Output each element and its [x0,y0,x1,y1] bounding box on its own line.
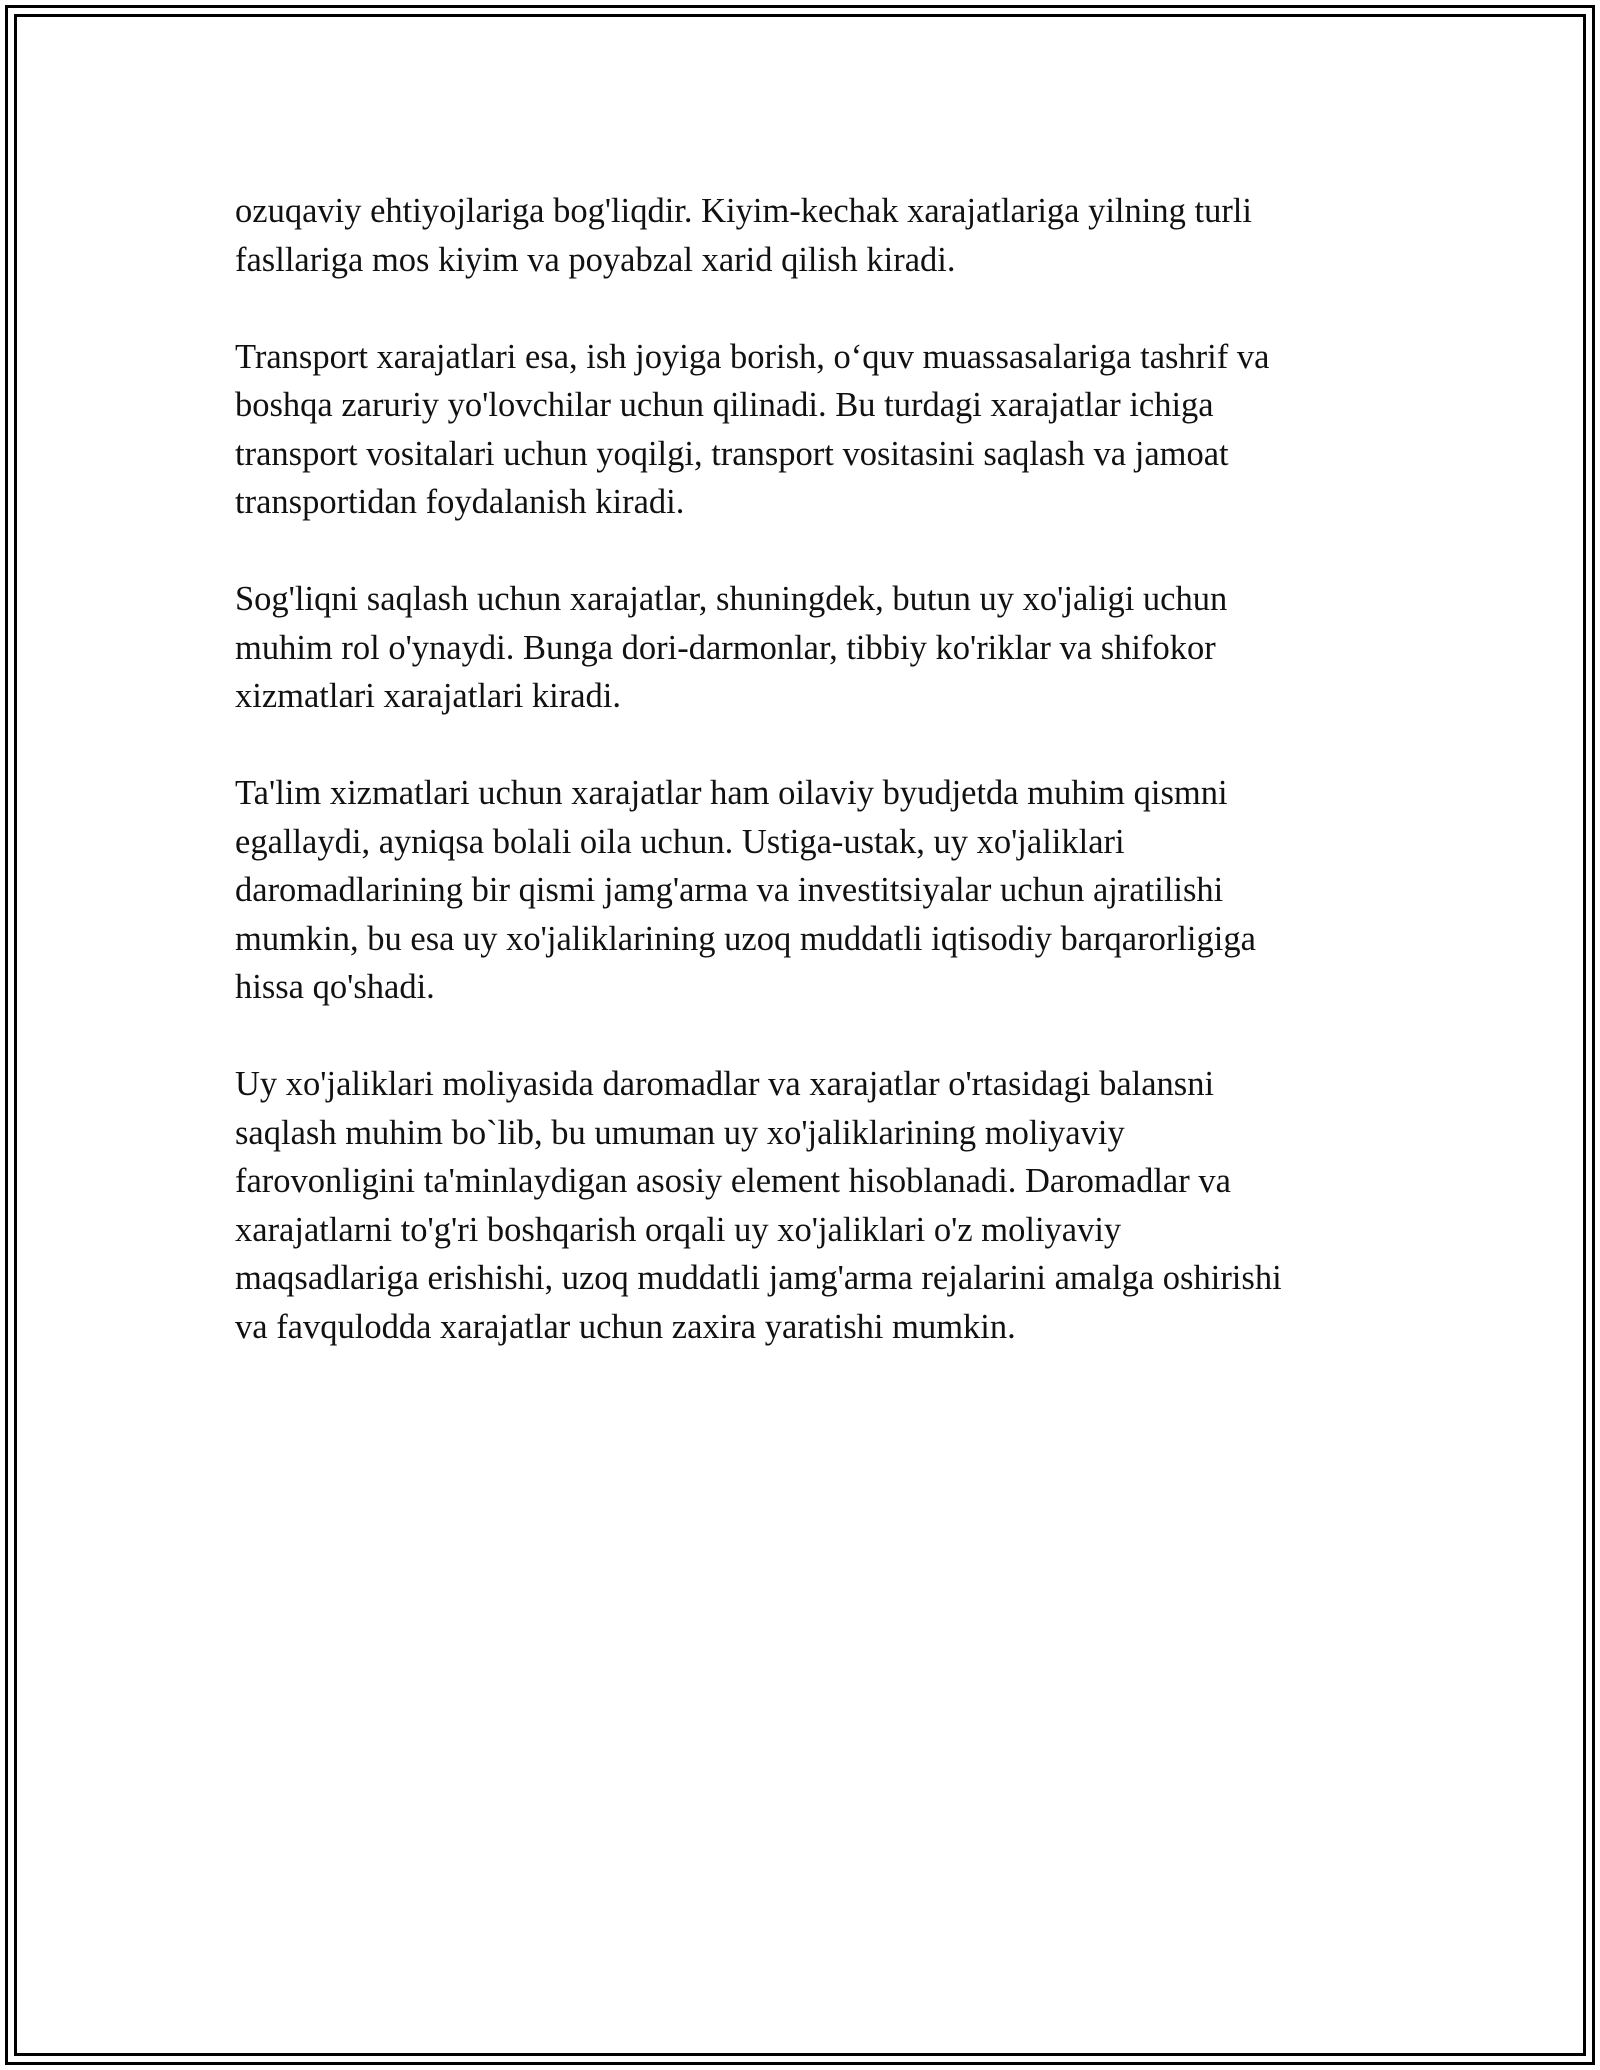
paragraph-food-clothing: ozuqaviy ehtiyojlariga bog'liqdir. Kiyim-kechak xarajatlariga yilning turli fasllariga mos kiyim va poyabzal xarid qilish kiradi. [235,192,1252,279]
paragraph-balance: Uy xo'jaliklari moliyasida daromadlar va xarajatlar o'rtasidagi balansni saqlash muhim bo`lib, bu umuman uy xo'jaliklarining moliyaviy farovonligini ta'minlaydigan asosiy element hisoblanadi. Daromadlar va xarajatlarni to'g'ri boshqarish orqali uy xo'jaliklari o'z moliyaviy maqsadlariga erishishi, uzoq muddatli jamg'arma rejalarini amalga oshirishi va favqulodda xarajatlar uchun zaxira yaratishi mumkin. [235,1065,1282,1346]
document-body [235,187,1365,1400]
paragraph-education-savings: Ta'lim xizmatlari uchun xarajatlar ham oilaviy byudjetda muhim qismni egallaydi, ayniqsa bolali oila uchun. Ustiga-ustak, uy xo'jaliklari daromadlarining bir qismi jamg'arma va investitsiyalar uchun ajratilishi mumkin, bu esa uy xo'jaliklarining uzoq muddatli iqtisodiy barqarorligiga hissa qo'shadi. [235,774,1256,1006]
paragraph-transport: Transport xarajatlari esa, ish joyiga borish, o‘quv muassasalariga tashrif va boshqa zaruriy yo'lovchilar uchun qilinadi. Bu turdagi xarajatlar ichiga transport vositalari uchun yoqilgi, transport vositasini saqlash va jamoat transportidan foydalanish kiradi. [235,337,1270,521]
paragraph-health: Sog'liqni saqlash uchun xarajatlar, shuningdek, butun uy xo'jaligi uchun muhim rol o'ynaydi. Bunga dori-darmonlar, tibbiy ko'riklar va shifokor xizmatlari xarajatlari kiradi. [235,580,1228,715]
